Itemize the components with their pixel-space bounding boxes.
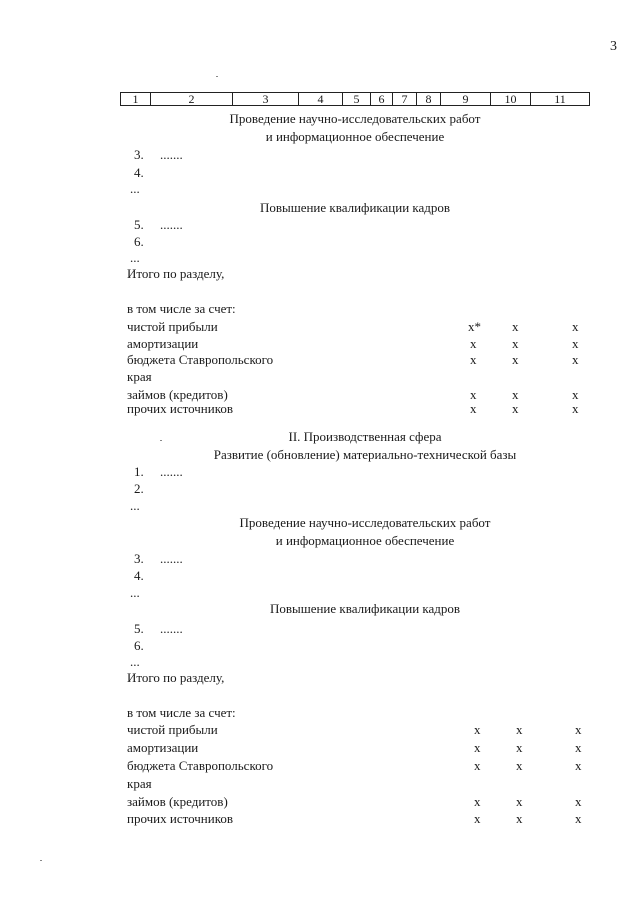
column-number-header (120, 92, 590, 106)
cell-col10: x (516, 794, 523, 809)
section-heading-research: Проведение научно-исследовательских работ (229, 111, 481, 126)
column-number: 5 (343, 93, 371, 105)
funding-including-label: в том числе за счет: (127, 301, 236, 316)
section-total-label: Итого по разделу, (127, 670, 225, 685)
item-number: 5. (134, 621, 144, 636)
cell-col9: x (474, 794, 481, 809)
cell-col9: x (474, 811, 481, 826)
ellipsis: ... (130, 654, 140, 669)
funding-source-label-cont: края (127, 776, 152, 791)
cell-col11: x (572, 319, 579, 334)
funding-source-label: займов (кредитов) (127, 387, 228, 402)
column-number: 6 (371, 93, 393, 105)
column-number: 7 (393, 93, 417, 105)
item-number: 3. (134, 551, 144, 566)
funding-source-label: бюджета Ставропольского (127, 352, 274, 367)
cell-col10: x (512, 352, 519, 367)
section-heading-research-line2: и информационное обеспечение (265, 129, 445, 144)
cell-col9: x (470, 387, 477, 402)
scan-speck (40, 860, 42, 861)
item-number: 1. (134, 464, 144, 479)
item-placeholder-dots: ....... (160, 551, 183, 566)
column-number: 9 (441, 93, 491, 105)
cell-col9: x (470, 401, 477, 416)
cell-col11: x (572, 401, 579, 416)
funding-source-label-cont: края (127, 369, 152, 384)
item-placeholder-dots: ....... (160, 621, 183, 636)
item-placeholder-dots: ....... (160, 147, 183, 162)
item-number: 2. (134, 481, 144, 496)
section-heading-research-line2: и информационное обеспечение (275, 533, 455, 548)
funding-source-label: прочих источников (127, 811, 234, 826)
item-number: 4. (134, 568, 144, 583)
section-heading-training: Повышение квалификации кадров (269, 601, 461, 616)
funding-source-label: займов (кредитов) (127, 794, 228, 809)
cell-col10: x (512, 387, 519, 402)
section-heading-training: Повышение квалификации кадров (259, 200, 451, 215)
cell-col11: x (575, 811, 582, 826)
item-placeholder-dots: ....... (160, 217, 183, 232)
item-placeholder-dots: ....... (160, 464, 183, 479)
item-number: 6. (134, 638, 144, 653)
cell-col9: x (470, 336, 477, 351)
cell-col9: x (470, 352, 477, 367)
ellipsis: ... (130, 250, 140, 265)
cell-col9: x (474, 758, 481, 773)
column-number: 2 (151, 93, 233, 105)
item-number: 5. (134, 217, 144, 232)
cell-col11: x (575, 740, 582, 755)
ellipsis: ... (130, 498, 140, 513)
section-title: II. Производственная сфера (288, 429, 442, 444)
funding-source-label: амортизации (127, 740, 199, 755)
funding-source-label: амортизации (127, 336, 199, 351)
funding-source-label: бюджета Ставропольского (127, 758, 274, 773)
cell-col11: x (572, 352, 579, 367)
ellipsis: ... (130, 585, 140, 600)
item-number: 6. (134, 234, 144, 249)
column-number: 10 (491, 93, 531, 105)
funding-source-label: чистой прибыли (127, 722, 218, 737)
cell-col11: x (575, 794, 582, 809)
cell-col10: x (516, 811, 523, 826)
cell-col10: x (512, 319, 519, 334)
item-number: 3. (134, 147, 144, 162)
page-number: 3 (610, 39, 617, 54)
cell-col11: x (572, 336, 579, 351)
cell-col11: x (575, 758, 582, 773)
funding-including-label: в том числе за счет: (127, 705, 236, 720)
column-number: 3 (233, 93, 299, 105)
cell-col10: x (512, 401, 519, 416)
cell-col10: x (512, 336, 519, 351)
section-subtitle: Развитие (обновление) материально-технической базы (213, 447, 517, 462)
cell-col11: x (572, 387, 579, 402)
column-number: 8 (417, 93, 441, 105)
cell-col9: x (474, 722, 481, 737)
cell-col9: x (474, 740, 481, 755)
cell-col11: x (575, 722, 582, 737)
column-number: 11 (554, 92, 566, 106)
cell-col10: x (516, 722, 523, 737)
funding-source-label: прочих источников (127, 401, 234, 416)
cell-col9: x* (468, 319, 481, 334)
cell-col10: x (516, 758, 523, 773)
column-number: 4 (299, 93, 343, 105)
column-number: 1 (121, 93, 151, 105)
section-heading-research: Проведение научно-исследовательских работ (239, 515, 491, 530)
cell-col10: x (516, 740, 523, 755)
funding-source-label: чистой прибыли (127, 319, 218, 334)
item-number: 4. (134, 165, 144, 180)
scan-speck (216, 76, 218, 77)
section-total-label: Итого по разделу, (127, 266, 225, 281)
ellipsis: ... (130, 181, 140, 196)
